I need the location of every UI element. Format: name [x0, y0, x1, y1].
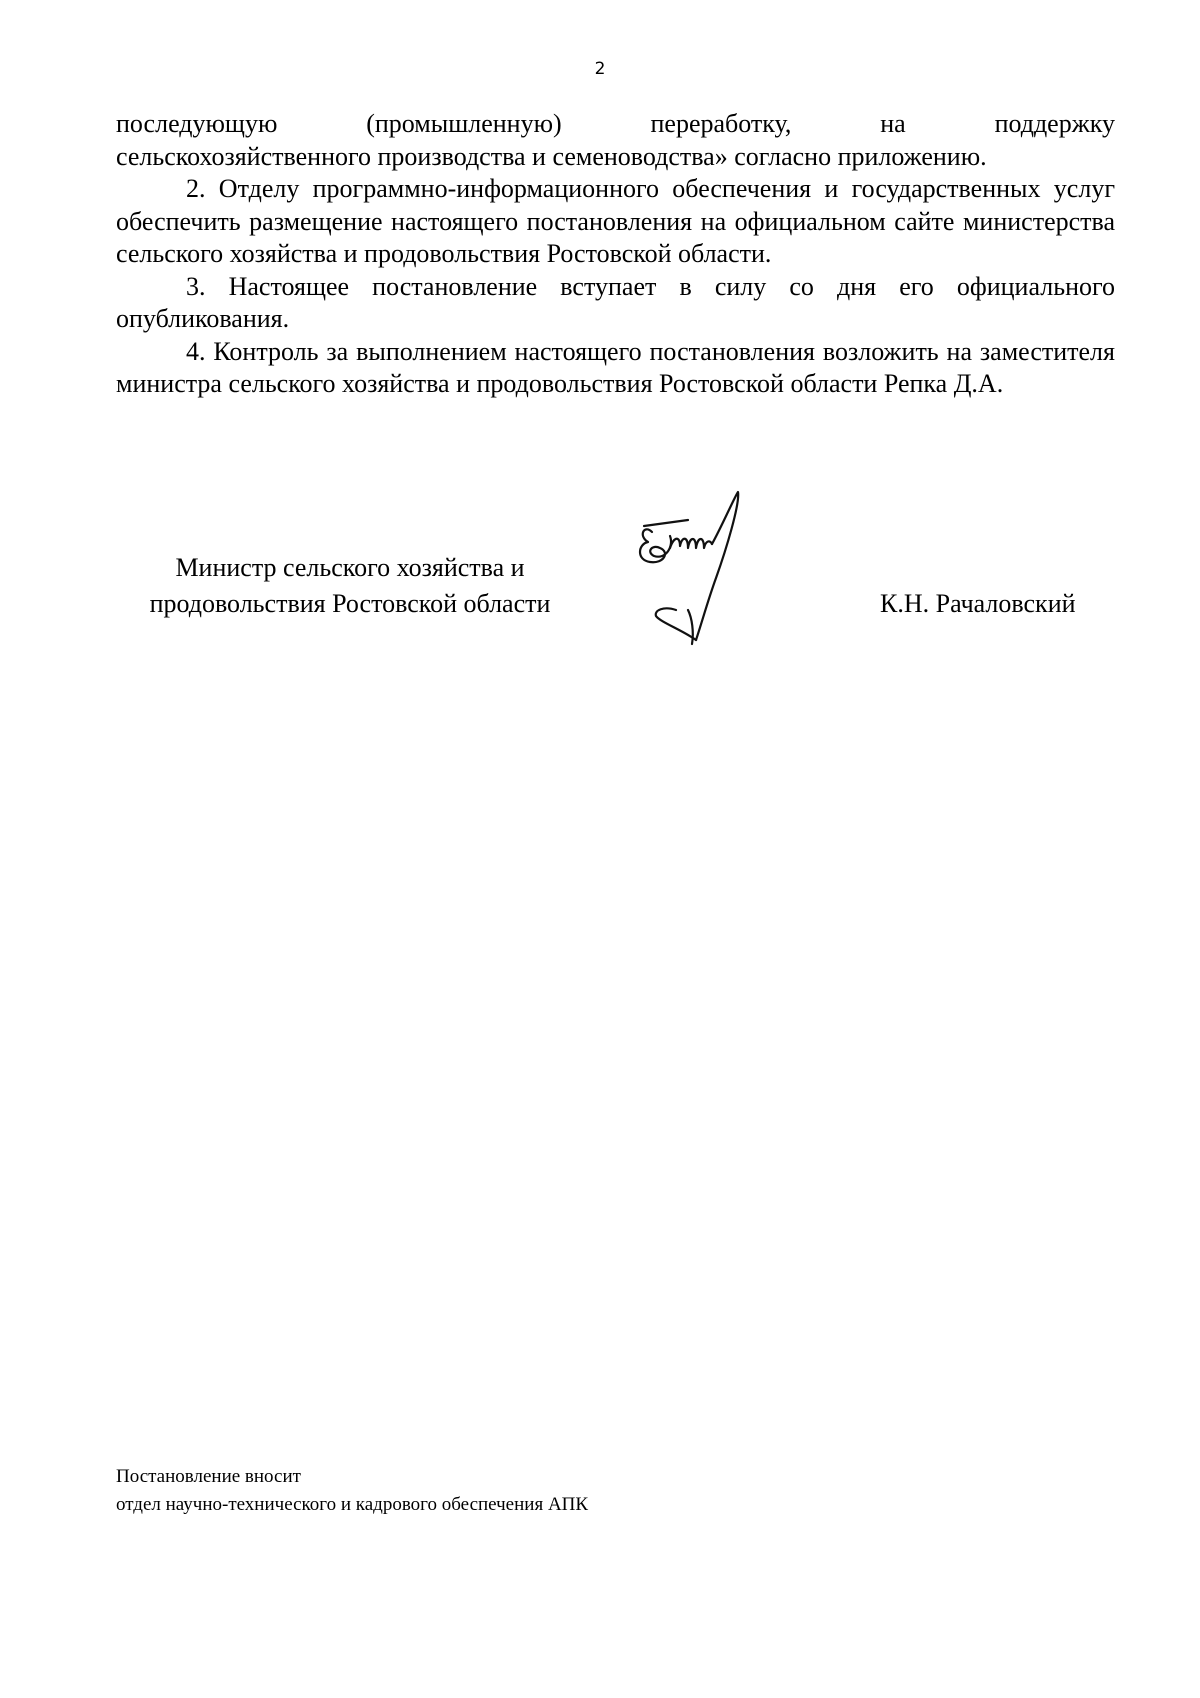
word: поддержку [994, 109, 1115, 138]
signer-name: К.Н. Рачаловский [880, 589, 1076, 618]
item-4-paragraph: 4. Контроль за выполнением настоящего постановления возложить на заместителя министра сельского хозяйства и продовольствия Ростовской области Репка Д.А. [116, 336, 1115, 398]
signature-block [0, 490, 1200, 690]
signer-title-line-2: продовольствия Ростовской области [149, 589, 551, 618]
word: на [880, 109, 906, 138]
document-body [116, 108, 1115, 401]
signer-title-line-1: Министр сельского хозяйства и [175, 553, 525, 582]
signer-title [120, 550, 580, 622]
continuation-first-line [116, 108, 1115, 141]
word: переработку, [650, 109, 792, 138]
footer-line-1: Постановление вносит [116, 1466, 301, 1487]
footer-line-2: отдел научно-технического и кадрового обеспечения АПК [116, 1494, 589, 1515]
word: последующую [116, 109, 278, 138]
word: (промышленную) [366, 109, 562, 138]
item-2-paragraph: 2. Отделу программно-информационного обеспечения и государственных услуг обеспечить размещение настоящего постановления на официальном сайте министерства сельского хозяйства и продовольствия Ростовской области. [116, 174, 1115, 268]
page-number: 2 [594, 59, 606, 79]
item-3-paragraph: 3. Настоящее постановление вступает в силу со дня его официального опубликования. [116, 271, 1115, 333]
continuation-paragraph: сельскохозяйственного производства и семеноводства» согласно приложению. [116, 141, 987, 171]
handwritten-signature-icon [630, 490, 790, 690]
footer-note [116, 1463, 588, 1519]
